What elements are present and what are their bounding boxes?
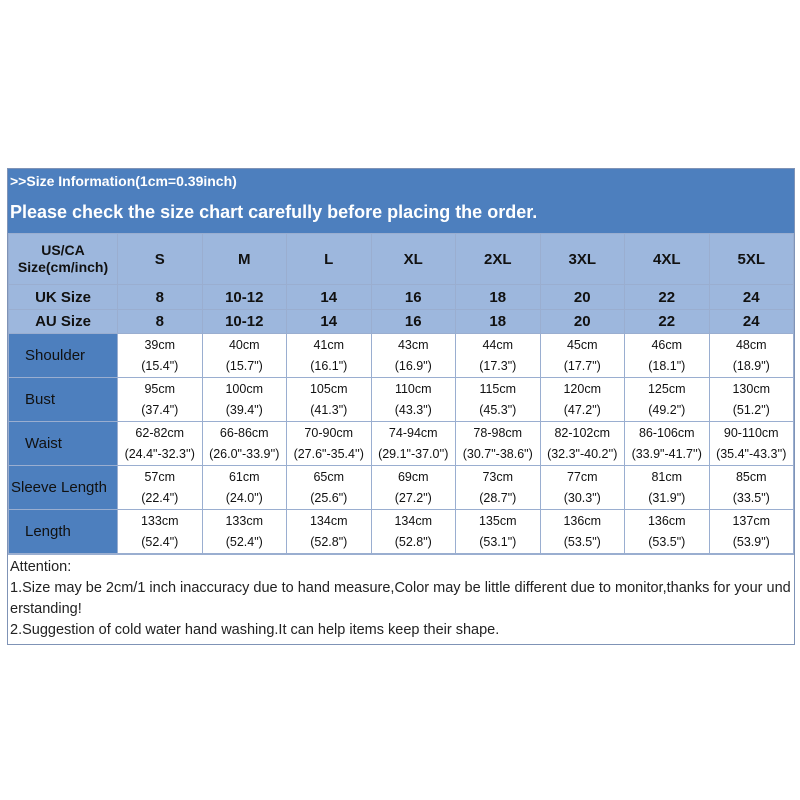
cm-value: 120cm bbox=[563, 381, 602, 396]
inch-value: (53.9") bbox=[732, 534, 770, 549]
size-cell: 16 bbox=[371, 285, 456, 310]
bust-label-text: Bust bbox=[25, 391, 56, 408]
measurement-cell bbox=[371, 334, 456, 378]
cm-value: 46cm bbox=[651, 337, 683, 352]
length-label bbox=[9, 510, 118, 554]
au-size-label: AU Size bbox=[9, 310, 118, 334]
cm-value: 85cm bbox=[735, 469, 767, 484]
measurement-cell bbox=[118, 466, 203, 510]
cm-value: 78-98cm bbox=[473, 425, 523, 440]
measurement-cell bbox=[287, 466, 372, 510]
inch-value: (51.2") bbox=[732, 402, 770, 417]
cm-value: 133cm bbox=[140, 513, 179, 528]
inch-value: (37.4") bbox=[141, 402, 179, 417]
inch-value: (35.4"-43.3'') bbox=[716, 446, 787, 461]
measurement-cell bbox=[287, 334, 372, 378]
cm-value: 136cm bbox=[563, 513, 602, 528]
cm-value: 40cm bbox=[228, 337, 260, 352]
cm-value: 82-102cm bbox=[554, 425, 611, 440]
measurement-cell bbox=[540, 466, 625, 510]
inch-value: (28.7") bbox=[479, 490, 517, 505]
size-cell: XL bbox=[371, 234, 456, 285]
sleeve-length-label-text: Sleeve Length bbox=[11, 479, 107, 496]
measurement-cell bbox=[456, 466, 541, 510]
size-table bbox=[8, 233, 794, 554]
size-chart-instruction: Please check the size chart carefully before placing the order. bbox=[10, 202, 538, 222]
size-chart bbox=[7, 168, 795, 645]
measurement-cell bbox=[540, 334, 625, 378]
size-cell: 18 bbox=[456, 310, 541, 334]
inch-value: (41.3") bbox=[310, 402, 348, 417]
cm-value: 136cm bbox=[647, 513, 686, 528]
inch-value: (22.4") bbox=[141, 490, 179, 505]
cm-value: 105cm bbox=[309, 381, 348, 396]
cm-value: 39cm bbox=[144, 337, 176, 352]
inch-value: (15.7") bbox=[225, 358, 263, 373]
attention-note-1: 1.Size may be 2cm/1 inch inaccuracy due to hand measure,Color may be little different due to monitor,thanks for your understanding! bbox=[10, 580, 791, 617]
inch-value: (24.0") bbox=[225, 490, 263, 505]
cm-value: 125cm bbox=[647, 381, 686, 396]
size-cell: 22 bbox=[625, 285, 710, 310]
sleeve-length-label bbox=[9, 466, 118, 510]
cm-value: 45cm bbox=[566, 337, 598, 352]
inch-value: (16.1") bbox=[310, 358, 348, 373]
inch-value: (26.0"-33.9'') bbox=[209, 446, 280, 461]
measurement-cell bbox=[202, 510, 287, 554]
measurement-cell bbox=[456, 334, 541, 378]
size-cell: 8 bbox=[118, 310, 203, 334]
cm-value: 134cm bbox=[394, 513, 433, 528]
inch-value: (53.5") bbox=[563, 534, 601, 549]
inch-value: (52.8") bbox=[394, 534, 432, 549]
measurement-cell bbox=[456, 422, 541, 466]
inch-value: (47.2") bbox=[563, 402, 601, 417]
inch-value: (25.6") bbox=[310, 490, 348, 505]
cm-value: 57cm bbox=[144, 469, 176, 484]
measurement-cell bbox=[287, 378, 372, 422]
inch-value: (31.9") bbox=[648, 490, 686, 505]
measurement-cell bbox=[540, 378, 625, 422]
measurement-cell bbox=[371, 422, 456, 466]
cm-value: 43cm bbox=[397, 337, 429, 352]
size-cell: 16 bbox=[371, 310, 456, 334]
measurement-cell bbox=[118, 378, 203, 422]
waist-label-text: Waist bbox=[25, 435, 62, 452]
inch-value: (29.1"-37.0'') bbox=[378, 446, 449, 461]
measurement-cell bbox=[625, 334, 710, 378]
cm-value: 77cm bbox=[566, 469, 598, 484]
size-cell: 4XL bbox=[625, 234, 710, 285]
measurement-cell bbox=[118, 510, 203, 554]
measurement-cell bbox=[540, 510, 625, 554]
measurement-cell bbox=[287, 422, 372, 466]
shoulder-label bbox=[9, 334, 118, 378]
waist-label bbox=[9, 422, 118, 466]
inch-value: (32.3"-40.2'') bbox=[547, 446, 618, 461]
measurement-cell bbox=[456, 510, 541, 554]
inch-value: (30.3") bbox=[563, 490, 601, 505]
inch-value: (18.1") bbox=[648, 358, 686, 373]
cm-value: 61cm bbox=[228, 469, 260, 484]
measurement-cell bbox=[709, 378, 794, 422]
cm-value: 81cm bbox=[651, 469, 683, 484]
size-cell: 24 bbox=[709, 285, 794, 310]
size-cell: 20 bbox=[540, 285, 625, 310]
uk-size-label: UK Size bbox=[9, 285, 118, 310]
size-cell: L bbox=[287, 234, 372, 285]
size-cell: 14 bbox=[287, 310, 372, 334]
cm-value: 130cm bbox=[732, 381, 771, 396]
size-cell: 10-12 bbox=[202, 310, 287, 334]
measurement-cell bbox=[202, 422, 287, 466]
size-cell: S bbox=[118, 234, 203, 285]
measurement-cell bbox=[625, 510, 710, 554]
measurement-cell bbox=[202, 466, 287, 510]
length-row bbox=[9, 510, 794, 554]
measurement-cell bbox=[118, 334, 203, 378]
size-cell: 8 bbox=[118, 285, 203, 310]
cm-value: 100cm bbox=[225, 381, 264, 396]
cm-value: 73cm bbox=[482, 469, 514, 484]
inch-value: (24.4"-32.3'') bbox=[124, 446, 195, 461]
cm-value: 62-82cm bbox=[135, 425, 185, 440]
inch-value: (53.5") bbox=[648, 534, 686, 549]
inch-value: (45.3") bbox=[479, 402, 517, 417]
inch-value: (33.9"-41.7'') bbox=[631, 446, 702, 461]
inch-value: (49.2") bbox=[648, 402, 686, 417]
measurement-cell bbox=[456, 378, 541, 422]
size-cell: 22 bbox=[625, 310, 710, 334]
cm-value: 65cm bbox=[313, 469, 345, 484]
length-label-text: Length bbox=[25, 523, 71, 540]
measurement-cell bbox=[202, 334, 287, 378]
cm-value: 135cm bbox=[478, 513, 517, 528]
inch-value: (33.5") bbox=[732, 490, 770, 505]
cm-value: 69cm bbox=[397, 469, 429, 484]
cm-value: 115cm bbox=[479, 381, 517, 396]
cm-value: 90-110cm bbox=[723, 425, 779, 440]
measurement-cell bbox=[625, 466, 710, 510]
inch-value: (52.4") bbox=[225, 534, 263, 549]
measurement-cell bbox=[625, 378, 710, 422]
shoulder-label-text: Shoulder bbox=[25, 347, 86, 364]
us-ca-size-label: US/CA Size(cm/inch) bbox=[9, 234, 118, 285]
cm-value: 66-86cm bbox=[219, 425, 269, 440]
bust-label bbox=[9, 378, 118, 422]
inch-value: (53.1") bbox=[479, 534, 517, 549]
us-ca-size-row bbox=[9, 234, 794, 285]
shoulder-row bbox=[9, 334, 794, 378]
measurement-cell bbox=[709, 510, 794, 554]
measurement-cell bbox=[709, 466, 794, 510]
measurement-cell bbox=[118, 422, 203, 466]
measurement-cell bbox=[371, 466, 456, 510]
attention-note-2: 2.Suggestion of cold water hand washing.It can help items keep their shape. bbox=[10, 622, 500, 638]
cm-value: 74-94cm bbox=[388, 425, 438, 440]
measurement-cell bbox=[625, 422, 710, 466]
cm-value: 110cm bbox=[394, 381, 432, 396]
sleeve-length-row bbox=[9, 466, 794, 510]
size-cell: 20 bbox=[540, 310, 625, 334]
waist-row bbox=[9, 422, 794, 466]
measurement-cell bbox=[540, 422, 625, 466]
size-chart-banner bbox=[8, 169, 794, 233]
inch-value: (27.2") bbox=[394, 490, 432, 505]
size-cell: M bbox=[202, 234, 287, 285]
bust-row bbox=[9, 378, 794, 422]
cm-value: 95cm bbox=[144, 381, 176, 396]
au-size-row bbox=[9, 310, 794, 334]
inch-value: (16.9") bbox=[394, 358, 432, 373]
size-cell: 24 bbox=[709, 310, 794, 334]
cm-value: 134cm bbox=[309, 513, 348, 528]
inch-value: (39.4") bbox=[225, 402, 263, 417]
cm-value: 41cm bbox=[313, 337, 345, 352]
inch-value: (43.3") bbox=[394, 402, 432, 417]
inch-value: (17.7") bbox=[563, 358, 601, 373]
cm-value: 48cm bbox=[735, 337, 767, 352]
cm-value: 86-106cm bbox=[638, 425, 695, 440]
cm-value: 44cm bbox=[482, 337, 514, 352]
inch-value: (30.7"-38.6") bbox=[462, 446, 533, 461]
measurement-cell bbox=[371, 378, 456, 422]
cm-value: 70-90cm bbox=[304, 425, 354, 440]
measurement-cell bbox=[709, 422, 794, 466]
inch-value: (18.9") bbox=[732, 358, 770, 373]
attention-title: Attention: bbox=[10, 559, 72, 575]
cm-value: 137cm bbox=[732, 513, 771, 528]
measurement-cell bbox=[287, 510, 372, 554]
measurement-cell bbox=[371, 510, 456, 554]
inch-value: (52.4") bbox=[141, 534, 179, 549]
size-cell: 2XL bbox=[456, 234, 541, 285]
inch-value: (15.4") bbox=[141, 358, 179, 373]
size-cell: 3XL bbox=[540, 234, 625, 285]
attention-notes bbox=[8, 554, 794, 644]
inch-value: (17.3") bbox=[479, 358, 517, 373]
size-cell: 5XL bbox=[709, 234, 794, 285]
measurement-cell bbox=[709, 334, 794, 378]
measurement-rows bbox=[9, 334, 794, 554]
inch-value: (52.8") bbox=[310, 534, 348, 549]
cm-value: 133cm bbox=[225, 513, 264, 528]
size-cell: 18 bbox=[456, 285, 541, 310]
measurement-cell bbox=[202, 378, 287, 422]
size-info-title: >>Size Information(1cm=0.39inch) bbox=[10, 173, 237, 189]
uk-size-row bbox=[9, 285, 794, 310]
inch-value: (27.6"-35.4'') bbox=[293, 446, 364, 461]
size-cell: 10-12 bbox=[202, 285, 287, 310]
size-cell: 14 bbox=[287, 285, 372, 310]
